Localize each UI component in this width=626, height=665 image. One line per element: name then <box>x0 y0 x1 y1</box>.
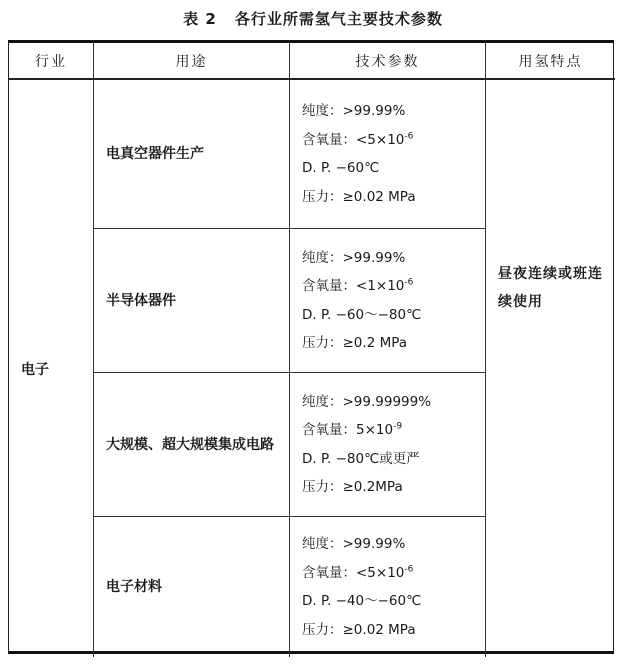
params-cell <box>290 229 486 373</box>
pressure-line: 压力：≥0.02 MPa <box>302 621 416 638</box>
oxygen-exponent: -6 <box>404 277 414 288</box>
oxygen-line <box>302 559 485 588</box>
header-feature: 用氢特点 <box>486 43 615 80</box>
oxygen-line <box>302 272 485 301</box>
table-title: 各行业所需氢气主要技术参数 <box>234 10 443 28</box>
pressure-line: 压力：≥0.2 MPa <box>302 335 408 351</box>
use-cell: 电子材料 <box>94 517 290 657</box>
feature-cell: 昼夜连续或班连续使用 <box>498 266 603 310</box>
header-industry: 行业 <box>9 43 94 80</box>
dew-point-line: D. P. −60℃ <box>302 160 380 176</box>
oxygen-line <box>302 416 485 445</box>
params-cell <box>290 517 486 657</box>
use-cell: 半导体器件 <box>94 229 290 373</box>
oxygen-value: 含氧量：5×10 <box>302 422 394 438</box>
oxygen-value: 含氧量：<1×10 <box>302 278 405 294</box>
oxygen-exponent: -6 <box>404 131 414 141</box>
pressure-line: 压力：≥0.2MPa <box>302 479 403 495</box>
oxygen-value: 含氧量：<5×10 <box>302 131 405 148</box>
dew-point-line: D. P. −40～−60℃ <box>302 593 422 609</box>
oxygen-exponent: -9 <box>393 421 403 432</box>
oxygen-value: 含氧量：<5×10 <box>302 564 405 581</box>
oxygen-exponent: -6 <box>404 564 414 574</box>
purity-line: 纯度：>99.99999% <box>302 393 432 410</box>
pressure-line: 压力：≥0.02 MPa <box>302 188 416 205</box>
purity-line: 纯度：>99.99% <box>302 103 406 119</box>
industry-cell: 电子 <box>9 80 94 657</box>
oxygen-line <box>302 126 485 155</box>
dew-point-line: D. P. −80℃或更严 <box>302 450 420 467</box>
table-number: 表 2 <box>183 10 217 28</box>
dew-point-line: D. P. −60～−80℃ <box>302 306 422 323</box>
params-cell <box>290 373 486 517</box>
hydrogen-parameters-table <box>8 40 614 654</box>
purity-line: 纯度：>99.99% <box>302 536 406 552</box>
header-use: 用途 <box>94 43 290 80</box>
header-params: 技术参数 <box>290 43 486 80</box>
use-cell: 大规模、超大规模集成电路 <box>94 373 290 517</box>
table-caption <box>0 6 626 32</box>
use-cell: 电真空器件生产 <box>94 80 290 229</box>
purity-line: 纯度：>99.99% <box>302 249 406 266</box>
params-cell <box>290 80 486 229</box>
